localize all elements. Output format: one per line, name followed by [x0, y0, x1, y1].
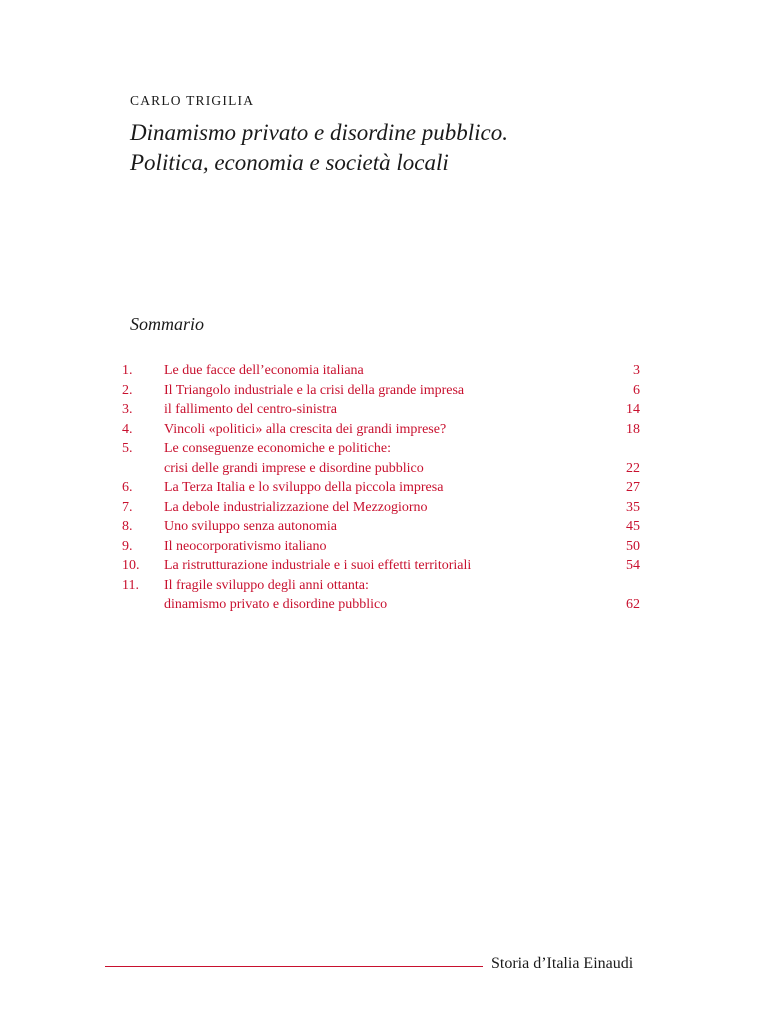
toc-entry-title	[164, 361, 610, 381]
toc-entry-title-line: dinamismo privato e disordine pubblico	[164, 597, 388, 612]
toc-entry-title	[164, 576, 610, 615]
footer-series-title: Storia d’Italia Einaudi	[491, 955, 634, 972]
footer-divider	[105, 966, 483, 967]
toc-entry-number: 10.	[122, 558, 140, 573]
toc-entry[interactable]	[122, 537, 642, 557]
toc-entry-page-number: 18	[626, 421, 640, 437]
toc-entry-number: 7.	[122, 499, 133, 515]
toc-entry[interactable]	[122, 517, 642, 537]
title-line-1: Dinamismo privato e disordine pubblico.	[130, 120, 508, 145]
toc-entry-number: 5.	[122, 441, 133, 456]
toc-entry-page-number: 50	[626, 538, 640, 554]
toc-entry-page-number: 14	[626, 402, 640, 417]
toc-entry-page-number: 6	[633, 382, 640, 398]
title-line-2: Politica, economia e società locali	[130, 150, 449, 175]
toc-entry[interactable]	[122, 576, 642, 615]
toc-entry-number: 8.	[122, 519, 133, 534]
toc-entry-page-number: 22	[626, 460, 640, 476]
toc-entry[interactable]	[122, 420, 642, 440]
toc-entry-title-line: il fallimento del centro-sinistra	[164, 402, 338, 417]
toc-entry-title-line: Le conseguenze economiche e politiche:	[164, 441, 392, 456]
toc-heading: Sommario	[130, 314, 205, 334]
toc-entry[interactable]	[122, 381, 642, 401]
toc-entry-title	[164, 420, 610, 440]
toc-entry-number: 9.	[122, 538, 133, 554]
toc-entry-title-line: crisi delle grandi imprese e disordine pubblico	[164, 460, 424, 476]
toc-entry-title-line: Vincoli «politici» alla crescita dei grandi imprese?	[164, 421, 447, 437]
toc-entry-title-line: La debole industrializzazione del Mezzogiorno	[164, 499, 428, 515]
author-name: CARLO TRIGILIA	[130, 93, 255, 108]
toc-entry-number: 6.	[122, 480, 133, 495]
toc-entry[interactable]	[122, 361, 642, 381]
toc-entry-title-line: La Terza Italia e lo sviluppo della piccola impresa	[164, 480, 444, 495]
toc-entry-page-number: 54	[626, 558, 640, 573]
toc-entry[interactable]	[122, 478, 642, 498]
toc-entry-number: 1.	[122, 363, 133, 378]
toc-entry-title-line: Il fragile sviluppo degli anni ottanta:	[164, 577, 369, 593]
toc-entry-title	[164, 498, 610, 518]
toc-entry-page-number: 62	[626, 597, 640, 612]
toc-entry-number: 4.	[122, 421, 133, 437]
toc-entry-number: 3.	[122, 402, 133, 417]
toc-entry-title-line: La ristrutturazione industriale e i suoi effetti territoriali	[164, 558, 472, 573]
toc-entry-title	[164, 517, 610, 537]
toc-entry-title	[164, 381, 610, 401]
toc-entry-title	[164, 556, 610, 576]
toc-entry-page-number: 45	[626, 519, 640, 534]
toc-entry-title-line: Uno sviluppo senza autonomia	[164, 519, 338, 534]
toc-entry-title	[164, 439, 610, 478]
toc-entry-number: 2.	[122, 382, 133, 398]
toc-entry-number: 11.	[122, 577, 139, 593]
book-title	[130, 118, 508, 178]
toc-entry-title	[164, 478, 610, 498]
toc-entry-title	[164, 537, 610, 557]
toc-entry-title-line: Il Triangolo industriale e la crisi della grande impresa	[164, 382, 465, 398]
toc-entry[interactable]	[122, 400, 642, 420]
table-of-contents	[122, 361, 642, 615]
toc-entry-title-line: Il neocorporativismo italiano	[164, 538, 327, 554]
toc-entry-page-number: 27	[626, 480, 640, 495]
toc-entry[interactable]	[122, 439, 642, 478]
toc-entry-title	[164, 400, 610, 420]
toc-entry[interactable]	[122, 556, 642, 576]
toc-entry-title-line: Le due facce dell’economia italiana	[164, 363, 364, 378]
toc-entry[interactable]	[122, 498, 642, 518]
toc-entry-page-number: 3	[633, 363, 640, 378]
toc-entry-page-number: 35	[626, 499, 640, 515]
